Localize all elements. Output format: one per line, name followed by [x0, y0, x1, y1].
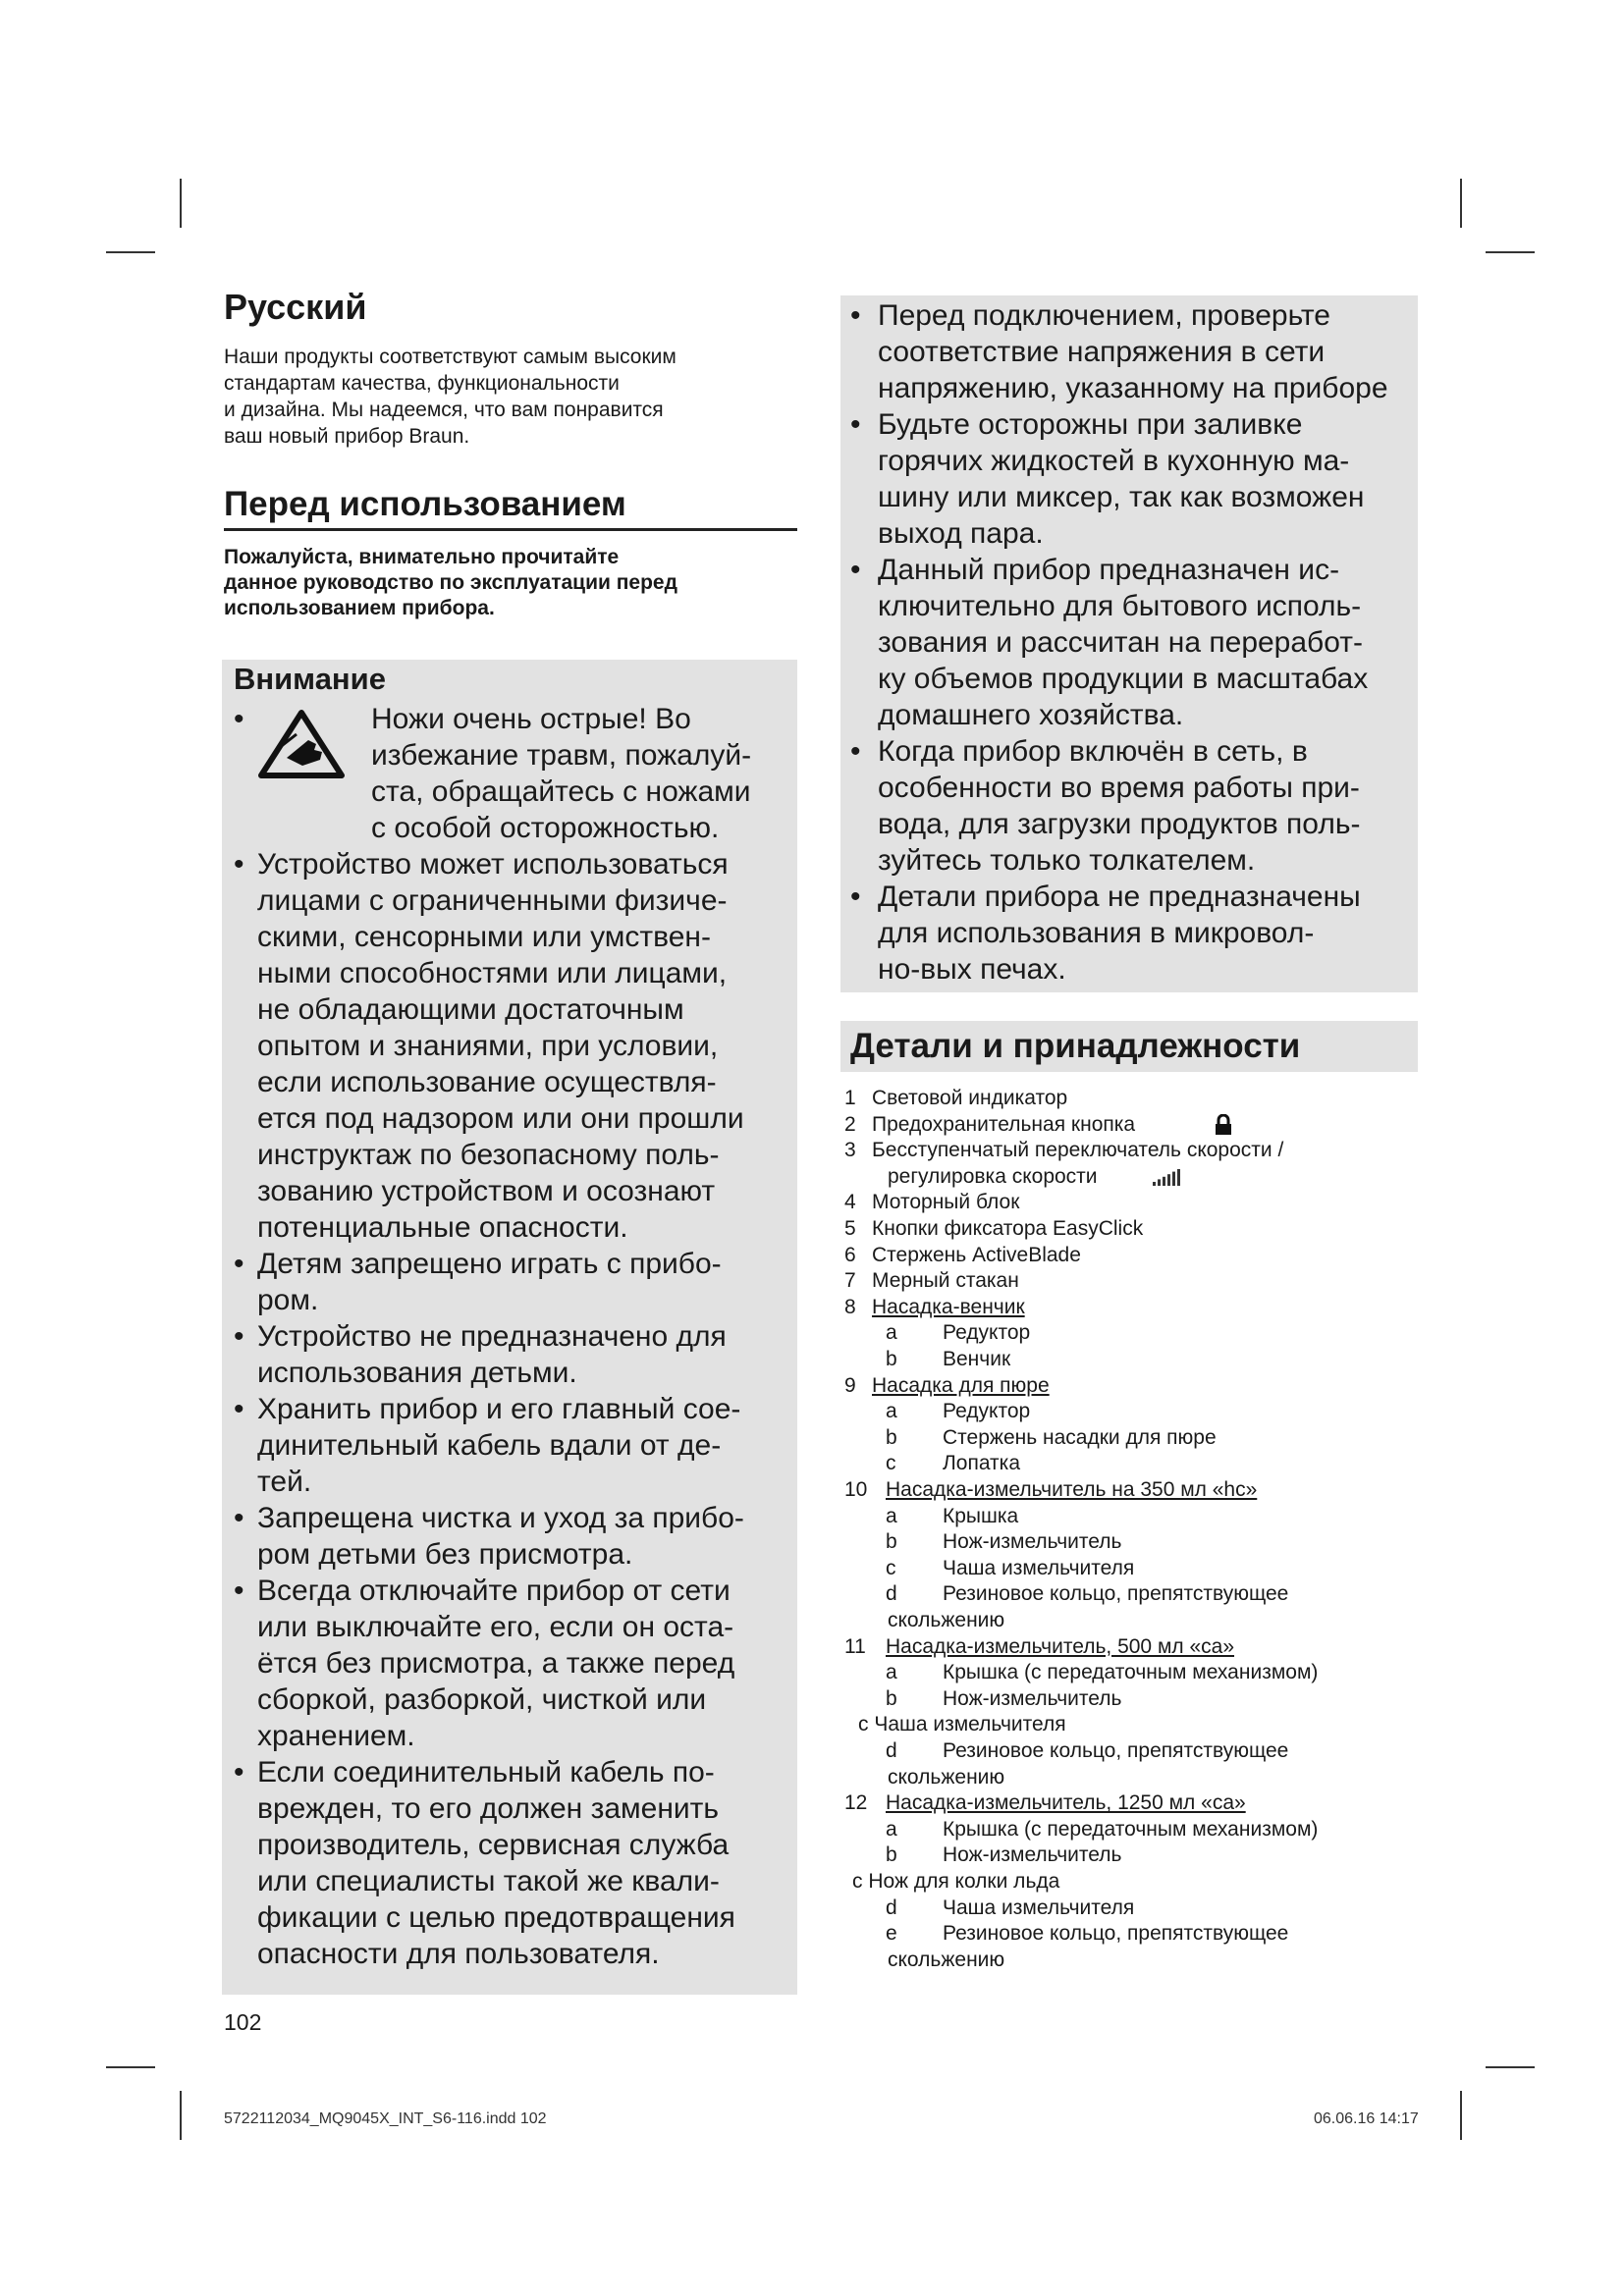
crop-mark	[1486, 251, 1535, 253]
warning-line: ётся без присмотра, а также перед	[257, 1647, 735, 1680]
crop-mark	[1460, 179, 1462, 228]
parts-item-number: a	[886, 1504, 897, 1527]
parts-item-number: 12	[844, 1791, 868, 1815]
parts-item-text: Редуктор	[943, 1400, 1031, 1423]
parts-item-number: d	[886, 1739, 897, 1762]
warning-line: хранением.	[257, 1720, 415, 1752]
warning-title: Внимание	[234, 662, 386, 696]
parts-item-text: Насадка-измельчитель, 500 мл «ca»	[886, 1634, 1235, 1658]
warning-line: инструктаж по безопасному поль-	[257, 1139, 720, 1171]
parts-item-number: 1	[844, 1087, 856, 1109]
crop-mark	[106, 251, 155, 253]
parts-item-text: Стержень насадки для пюре	[943, 1425, 1217, 1449]
parts-item-number: a	[886, 1817, 897, 1841]
parts-title: Детали и принадлежности	[850, 1027, 1301, 1065]
warning-line: с особой осторожностью.	[371, 812, 720, 844]
warning-line: врежден, то его должен заменить	[257, 1792, 720, 1825]
parts-item-text: Насадка-измельчитель на 350 мл «hc»	[886, 1478, 1258, 1501]
parts-item-number: b	[886, 1530, 897, 1554]
warning-line: напряжению, указанному на приборе	[878, 372, 1388, 404]
warning-line: лицами с ограниченными физиче-	[257, 884, 728, 917]
parts-item-number: 4	[844, 1191, 856, 1214]
bullet: •	[234, 1393, 244, 1425]
parts-item-number: 10	[844, 1478, 868, 1501]
warning-line: потенциальные опасности.	[257, 1211, 628, 1244]
parts-item-number: a	[886, 1661, 897, 1684]
warning-line: ключительно для бытового исполь-	[878, 590, 1362, 622]
parts-item-text: Предохранительная кнопка	[872, 1112, 1136, 1136]
warning-line: производитель, сервисная служба	[257, 1829, 730, 1861]
parts-item-number: 3	[844, 1139, 856, 1162]
parts-item-text: Насадка-венчик	[872, 1295, 1025, 1318]
warning-line: ром.	[257, 1284, 319, 1316]
lock-icon	[1214, 1114, 1233, 1136]
parts-item-text: Насадка-измельчитель, 1250 мл «ca»	[886, 1791, 1246, 1815]
parts-item-number: 8	[844, 1295, 856, 1318]
parts-item-number: d	[886, 1582, 897, 1606]
warning-line: Будьте осторожны при заливке	[878, 408, 1303, 441]
parts-item-number: d	[886, 1896, 897, 1919]
bullet: •	[234, 1320, 244, 1353]
parts-item-number: 7	[844, 1269, 856, 1293]
bullet: •	[850, 735, 861, 768]
warning-line: Когда прибор включён в сеть, в	[878, 735, 1308, 768]
parts-item-number: 5	[844, 1217, 856, 1240]
date-time: 06.06.16 14:17	[1314, 2110, 1419, 2127]
parts-item-number: b	[886, 1348, 897, 1370]
parts-item-text: Мерный стакан	[872, 1269, 1019, 1293]
parts-item-text: c Чаша измельчителя	[858, 1713, 1066, 1736]
parts-item-number: b	[886, 1425, 897, 1449]
warning-line: выход пара.	[878, 517, 1044, 550]
warning-line: зования и рассчитан на переработ-	[878, 626, 1363, 659]
warning-line: ром детьми без присмотра.	[257, 1538, 633, 1571]
parts-item-number: b	[886, 1843, 897, 1867]
parts-item-text: Редуктор	[943, 1321, 1031, 1345]
crop-mark	[1460, 2091, 1462, 2140]
warning-line: использования детьми.	[257, 1357, 577, 1389]
warning-line: Устройство может использоваться	[257, 848, 729, 881]
speed-bars-icon	[1153, 1166, 1182, 1186]
crop-mark	[106, 2066, 155, 2068]
parts-item-number: 9	[844, 1373, 856, 1397]
warning-line: избежание травм, пожалуй-	[371, 739, 752, 772]
warning-line: Устройство не предназначено для	[257, 1320, 727, 1353]
parts-item-text: скольжению	[888, 1609, 1005, 1631]
file-info: 5722112034_MQ9045X_INT_S6-116.indd 102	[224, 2110, 547, 2127]
parts-item-number: c	[886, 1452, 896, 1475]
parts-item-text: скольжению	[888, 1948, 1005, 1971]
parts-item-text: c Нож для колки льда	[852, 1870, 1060, 1893]
page-number: 102	[224, 2009, 262, 2035]
warning-line: или специалисты такой же квали-	[257, 1865, 720, 1897]
warning-line: зуйтесь только толкателем.	[878, 844, 1256, 877]
bullet: •	[850, 881, 861, 913]
crop-mark	[180, 2091, 182, 2140]
warning-line: если использование осуществля-	[257, 1066, 717, 1098]
hand-blade-warning-icon	[257, 709, 346, 779]
parts-item-number: b	[886, 1686, 897, 1710]
warning-line: соответствие напряжения в сети	[878, 336, 1326, 368]
parts-item-number: 2	[844, 1112, 856, 1136]
warning-line: для использования в микровол-	[878, 917, 1315, 949]
parts-item-number: c	[886, 1556, 896, 1579]
parts-item-text: Крышка (с передаточным механизмом)	[943, 1661, 1319, 1684]
parts-item-text: Чаша измельчителя	[943, 1896, 1135, 1919]
parts-item-text: Стержень ActiveBlade	[872, 1243, 1081, 1266]
warning-line: ными способностями или лицами,	[257, 957, 728, 989]
parts-item-text: Бесступенчатый переключатель скорости /	[872, 1139, 1284, 1162]
crop-mark	[1486, 2066, 1535, 2068]
warning-line: опасности для пользователя.	[257, 1938, 660, 1970]
intro-text: Наши продукты соответствуют самым высоким стандартам качества, функциональности и дизайна. Мы надеемся, что вам понравится ваш новый прибор Braun.	[224, 346, 677, 448]
warning-line: но-вых печах.	[878, 953, 1066, 986]
warning-line: сборкой, разборкой, чисткой или	[257, 1683, 707, 1716]
before-use-title: Перед использованием	[224, 485, 797, 531]
parts-item-text: Лопатка	[943, 1452, 1020, 1475]
warning-line: Если соединительный кабель по-	[257, 1756, 715, 1789]
parts-item-number: a	[886, 1321, 897, 1345]
warning-line: опытом и знаниями, при условии,	[257, 1030, 719, 1062]
parts-item-number: a	[886, 1400, 897, 1423]
parts-item-text: Нож-измельчитель	[943, 1843, 1122, 1867]
parts-item-text: Чаша измельчителя	[943, 1556, 1135, 1579]
before-use-subtitle: Пожалуйста, внимательно прочитайте данное руководство по эксплуатации перед использованием прибора.	[224, 546, 677, 619]
parts-item-text: скольжению	[888, 1765, 1005, 1789]
parts-item-text: регулировка скорости	[888, 1164, 1098, 1188]
warning-line: особенности во время работы при-	[878, 772, 1360, 804]
warning-line: ку объемов продукции в масштабах	[878, 663, 1369, 695]
parts-item-text: Крышка	[943, 1504, 1019, 1527]
warning-line: Данный прибор предназначен ис-	[878, 554, 1340, 586]
warning-line: Детям запрещено играть с прибо-	[257, 1248, 722, 1280]
warning-line: Хранить прибор и его главный сое-	[257, 1393, 741, 1425]
warning-line: ется под надзором или они прошли	[257, 1102, 744, 1135]
parts-item-text: Световой индикатор	[872, 1087, 1068, 1109]
crop-mark	[180, 179, 182, 228]
warning-line: или выключайте его, если он оста-	[257, 1611, 734, 1643]
parts-item-text: Крышка (с передаточным механизмом)	[943, 1817, 1319, 1841]
language-title: Русский	[224, 287, 367, 327]
bullet: •	[850, 408, 861, 441]
warning-line: Запрещена чистка и уход за прибо-	[257, 1502, 744, 1534]
bullet: •	[234, 1575, 244, 1607]
warning-line: не обладающими достаточным	[257, 993, 684, 1026]
bullet: •	[234, 1248, 244, 1280]
bullet: •	[234, 1502, 244, 1534]
warning-line: Ножи очень острые! Во	[371, 703, 691, 735]
warning-line: Всегда отключайте прибор от сети	[257, 1575, 731, 1607]
bullet: •	[234, 848, 244, 881]
warning-line: динительный кабель вдали от де-	[257, 1429, 722, 1462]
parts-item-text: Нож-измельчитель	[943, 1686, 1122, 1710]
bullet: •	[850, 299, 861, 332]
warning-line: горячих жидкостей в кухонную ма-	[878, 445, 1350, 477]
warning-line: шину или миксер, так как возможен	[878, 481, 1365, 513]
warning-line: ста, обращайтесь с ножами	[371, 775, 751, 808]
warning-line: домашнего хозяйства.	[878, 699, 1184, 731]
parts-item-number: 6	[844, 1243, 856, 1266]
parts-item-number: 11	[844, 1634, 866, 1658]
parts-item-number: e	[886, 1922, 897, 1946]
bullet: •	[234, 703, 244, 735]
bullet: •	[850, 554, 861, 586]
parts-item-text: Кнопки фиксатора EasyClick	[872, 1217, 1144, 1240]
parts-item-text: Резиновое кольцо, препятствующее	[943, 1582, 1289, 1606]
parts-item-text: Нож-измельчитель	[943, 1530, 1122, 1554]
warning-line: вода, для загрузки продуктов поль-	[878, 808, 1361, 840]
parts-item-text: Насадка для пюре	[872, 1373, 1050, 1397]
parts-item-text: Резиновое кольцо, препятствующее	[943, 1922, 1289, 1946]
warning-line: Перед подключением, проверьте	[878, 299, 1330, 332]
warning-line: фикации с целью предотвращения	[257, 1901, 735, 1934]
warning-line: зованию устройством и осознают	[257, 1175, 716, 1207]
parts-item-text: Резиновое кольцо, препятствующее	[943, 1739, 1289, 1762]
parts-item-text: Венчик	[943, 1348, 1011, 1370]
parts-item-text: Моторный блок	[872, 1191, 1020, 1214]
warning-line: скими, сенсорными или умствен-	[257, 921, 711, 953]
bullet: •	[234, 1756, 244, 1789]
warning-line: Детали прибора не предназначены	[878, 881, 1361, 913]
warning-line: тей.	[257, 1466, 312, 1498]
